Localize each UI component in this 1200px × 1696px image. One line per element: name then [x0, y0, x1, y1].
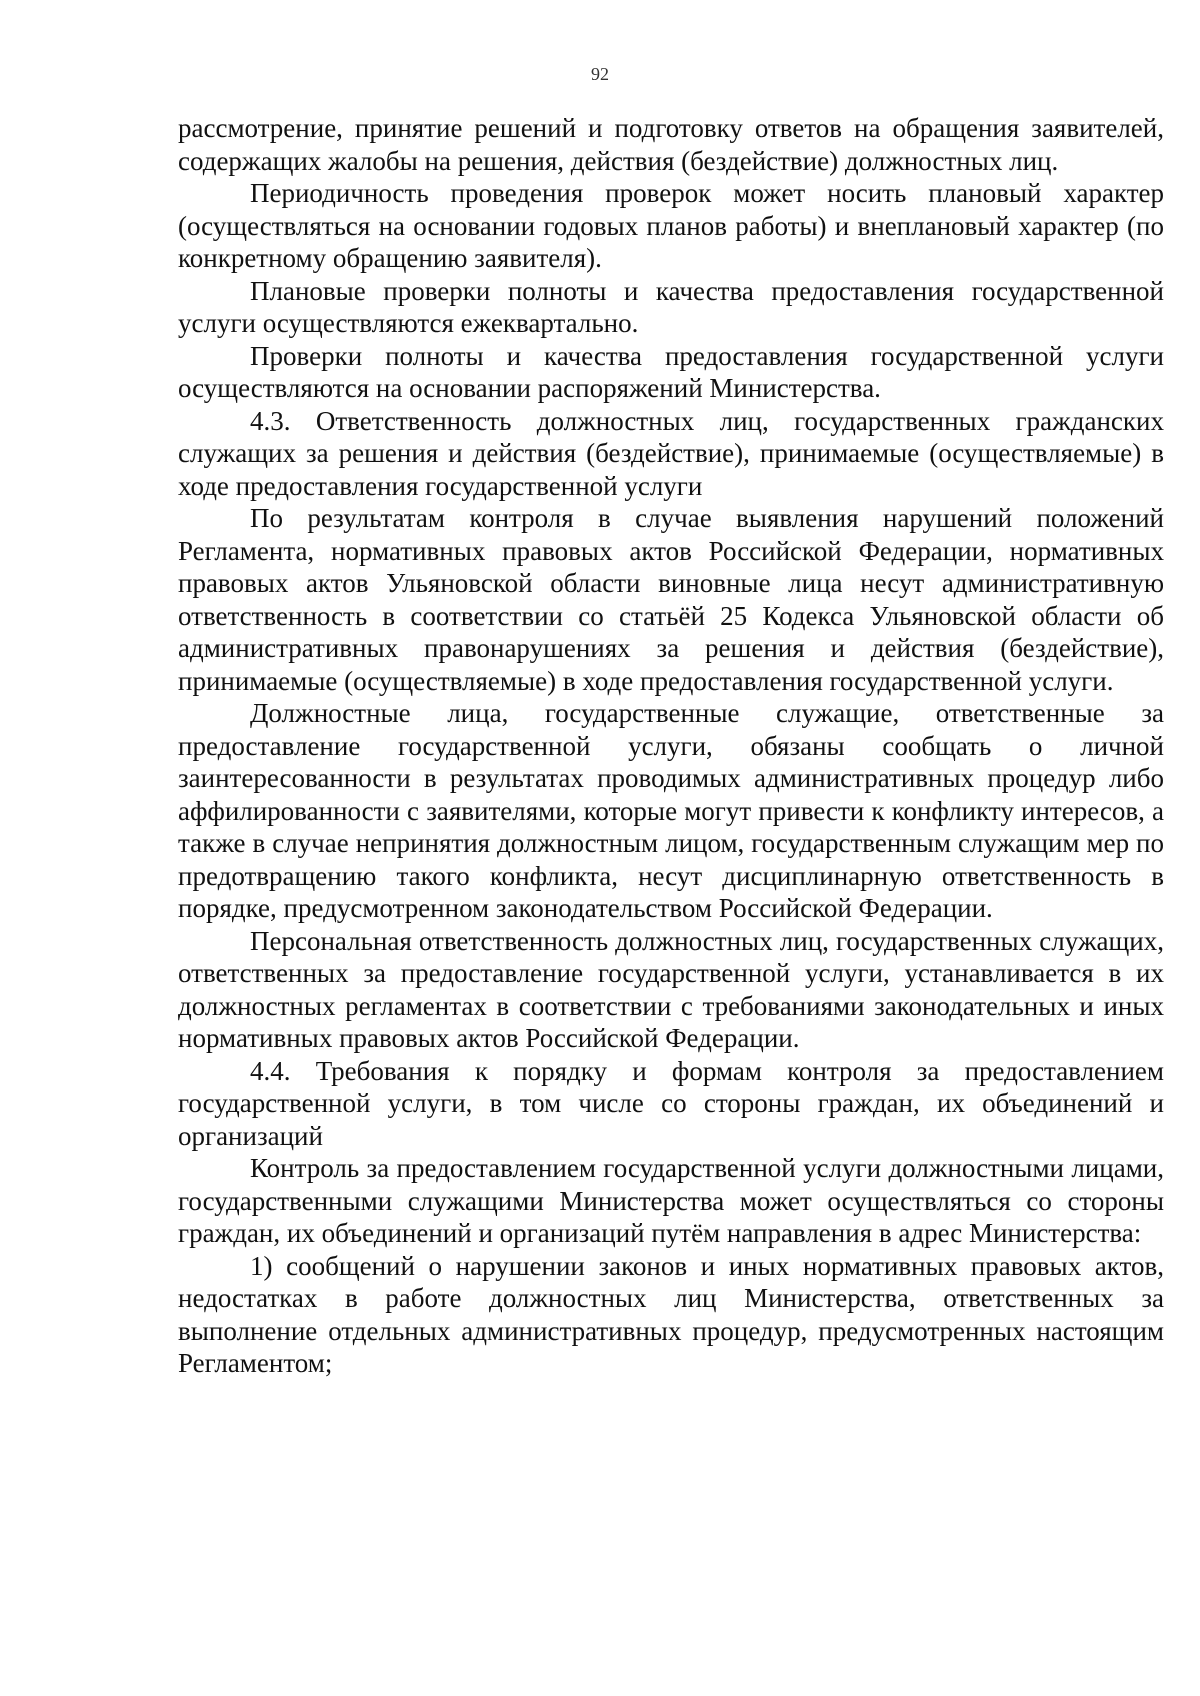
paragraph-administrative-liability: По результатам контроля в случае выявления нарушений положений Регламента, нормативных правовых актов Российской Федерации, нормативных правовых актов Ульяновской области виновные лица несут административную ответственность в соответствии со статьёй 25 Кодекса Ульяновской области об административных правонарушениях за решения и действия (бездействие), принимаемые (осуществляемые) в ходе предоставления государственной услуги.: [178, 503, 1164, 696]
section-heading-4-3: 4.3. Ответственность должностных лиц, государственных гражданских служащих за решения и действия (бездействие), принимаемые (осуществляемые) в ходе предоставления государственной услуги: [178, 405, 1164, 501]
page-number: 92: [591, 64, 609, 84]
paragraph-planned-inspections: Плановые проверки полноты и качества предоставления государственной услуги осуществляются ежеквартально.: [178, 275, 1164, 338]
document-body: [178, 112, 1164, 1380]
paragraph-inspection-frequency: Периодичность проведения проверок может носить плановый характер (осуществляться на основании годовых планов работы) и внеплановый характер (по конкретному обращению заявителя).: [178, 178, 1164, 273]
paragraph-conflict-of-interest: Должностные лица, государственные служащие, ответственные за предоставление государственной услуги, обязаны сообщать о личной заинтересованности в результатах проводимых административных процедур либо аффилированности с заявителями, которые могут привести к конфликту интересов, а также в случае непринятия должностным лицом, государственным служащим мер по предотвращению такого конфликта, несут дисциплинарную ответственность в порядке, предусмотренном законодательством Российской Федерации.: [178, 698, 1164, 923]
section-heading-4-4: 4.4. Требования к порядку и формам контроля за предоставлением государственной услуги, в том числе со стороны граждан, их объединений и организаций: [178, 1055, 1164, 1151]
list-item-1: 1) сообщений о нарушении законов и иных нормативных правовых актов, недостатках в работе должностных лиц Министерства, ответственных за выполнение отдельных административных процедур, предусмотренных настоящим Регламентом;: [178, 1250, 1164, 1378]
paragraph-public-control: Контроль за предоставлением государственной услуги должностными лицами, государственными служащими Министерства может осуществляться со стороны граждан, их объединений и организаций путём направления в адрес Министерства:: [178, 1153, 1164, 1248]
paragraph-personal-responsibility: Персональная ответственность должностных лиц, государственных служащих, ответственных за предоставление государственной услуги, устанавливается в их должностных регламентах в соответствии с требованиями законодательных и иных нормативных правовых актов Российской Федерации.: [178, 925, 1164, 1053]
paragraph-inspection-basis: Проверки полноты и качества предоставления государственной услуги осуществляются на основании распоряжений Министерства.: [178, 340, 1164, 403]
paragraph-continuation: рассмотрение, принятие решений и подготовку ответов на обращения заявителей, содержащих жалобы на решения, действия (бездействие) должностных лиц.: [178, 113, 1164, 176]
